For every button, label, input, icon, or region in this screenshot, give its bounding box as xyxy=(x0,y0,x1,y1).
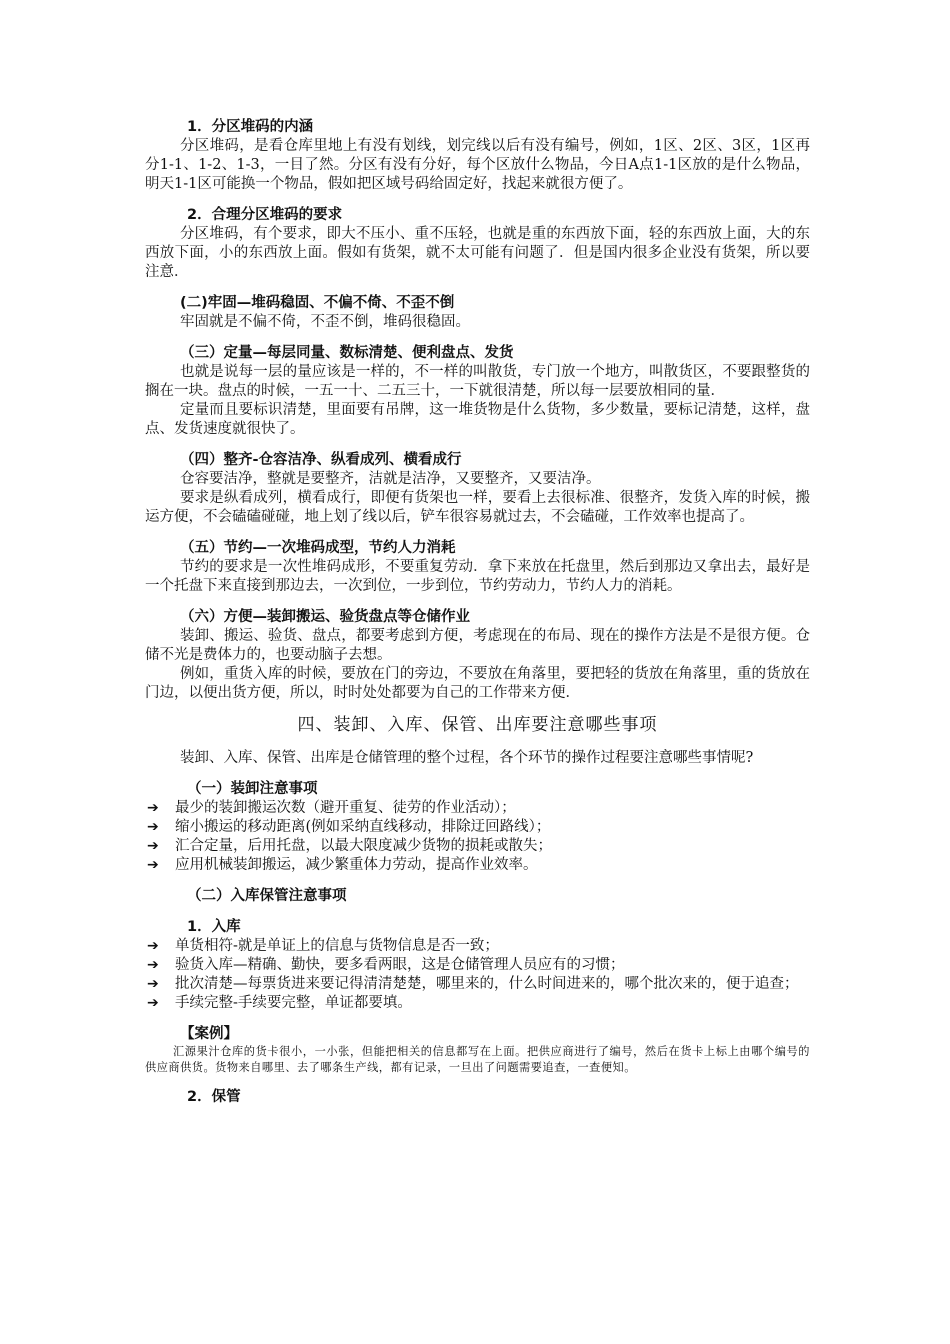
paragraph: 例如，重货入库的时候，要放在门的旁边，不要放在角落里，要把轻的货放在角落里，重的货放在门边，以便出货方便，所以，时时处处都要为自己的工作带来方便． xyxy=(145,666,810,701)
paragraph: 节约的要求是一次性堆码成形，不要重复劳动．拿下来放在托盘里，然后到那边又拿出去，最好是一个托盘下来直接到那边去，一次到位，一步到位，节约劳动力，节约人力的消耗。 xyxy=(145,559,810,594)
list-item xyxy=(145,937,810,956)
section-heading: （六）方便—装卸搬运、验货盘点等仓储作业 xyxy=(180,609,470,625)
list-item-text: 手续完整-手续要完整，单证都要填。 xyxy=(175,995,412,1011)
paragraph: 装卸、搬运、验货、盘点，都要考虑到方便，考虑现在的布局、现在的操作方法是不是很方便。仓储不光是费体力的，也要动脑子去想。 xyxy=(145,628,810,663)
list-item-text: 批次清楚—每票货进来要记得清清楚楚，哪里来的，什么时间进来的，哪个批次来的，便于追查； xyxy=(175,976,799,992)
section-heading: （二）入库保管注意事项 xyxy=(187,888,347,904)
arrow-right-icon: ➔ xyxy=(147,800,159,816)
case-body: 汇源果汁仓库的货卡很小，一小张，但能把相关的信息都写在上面。把供应商进行了编号，然后在货卡上标上由哪个编号的供应商供货。货物来自哪里、去了哪条生产线，都有记录，一旦出了问题需要追查，一查便知。 xyxy=(145,1045,810,1074)
paragraph: 分区堆码，是看仓库里地上有没有划线，划完线以后有没有编号，例如，1区、2区、3区，1区再分1-1、1-2、1-3，一目了然。分区有没有分好，每个区放什么物品，今日A点1-1区放的是什么物品，明天1-1区可能换一个物品，假如把区域号码给固定好，找起来就很方便了。 xyxy=(145,138,810,192)
paragraph: 也就是说每一层的量应该是一样的，不一样的叫散货，专门放一个地方，叫散货区，不要跟整货的搁在一块。盘点的时候，一五一十、二五三十，一下就很清楚，所以每一层要放相同的量． xyxy=(145,364,810,399)
list-item xyxy=(145,799,810,818)
paragraph: 定量而且要标识清楚，里面要有吊牌，这一堆货物是什么货物，多少数量，要标记清楚，这样，盘点、发货速度就很快了。 xyxy=(145,402,810,437)
document-page xyxy=(145,118,810,1107)
list-item-text: 应用机械装卸搬运，减少繁重体力劳动，提高作业效率。 xyxy=(175,857,538,873)
section-heading: (二)牢固—堆码稳固、不偏不倚、不歪不倒 xyxy=(180,295,455,311)
list-item xyxy=(145,975,810,994)
list-item-text: 缩小搬运的移动距离(例如采纳直线移动，排除迂回路线）； xyxy=(175,819,551,835)
section-heading: 1．分区堆码的内涵 xyxy=(187,119,314,135)
arrow-right-icon: ➔ xyxy=(147,857,159,873)
arrow-right-icon: ➔ xyxy=(147,819,159,835)
list-item xyxy=(145,818,810,837)
section-heading: （三）定量—每层同量、数标清楚、便利盘点、发货 xyxy=(180,345,514,361)
section-heading: （四）整齐-仓容洁净、纵看成列、横看成行 xyxy=(180,452,462,468)
list-item-text: 验货入库—精确、勤快，要多看两眼，这是仓储管理人员应有的习惯； xyxy=(175,957,625,973)
list-item-text: 汇合定量，后用托盘，以最大限度减少货物的损耗或散失； xyxy=(175,838,552,854)
list-item xyxy=(145,994,810,1013)
arrow-right-icon: ➔ xyxy=(147,957,159,973)
subsection-heading: 1．入库 xyxy=(187,919,241,935)
part-title: 四、装卸、入库、保管、出库要注意哪些事项 xyxy=(297,715,658,735)
arrow-right-icon: ➔ xyxy=(147,938,159,954)
paragraph: 分区堆码，有个要求，即大不压小、重不压轻，也就是重的东西放下面，轻的东西放上面，大的东西放下面，小的东西放上面。假如有货架，就不太可能有问题了．但是国内很多企业没有货架，所以要注意． xyxy=(145,226,810,280)
paragraph: 要求是纵看成列，横看成行，即便有货架也一样，要看上去很标准、很整齐，发货入库的时候，搬运方便，不会磕磕碰碰，地上划了线以后，铲车很容易就过去，不会磕碰，工作效率也提高了。 xyxy=(145,490,810,525)
section-heading: 2．合理分区堆码的要求 xyxy=(187,207,343,223)
section-heading: （五）节约—一次堆码成型，节约人力消耗 xyxy=(180,540,456,556)
list-item-text: 单货相符-就是单证上的信息与货物信息是否一致； xyxy=(175,938,499,954)
arrow-right-icon: ➔ xyxy=(147,838,159,854)
paragraph: 牢固就是不偏不倚，不歪不倒，堆码很稳固。 xyxy=(180,314,470,330)
section-heading: （一）装卸注意事项 xyxy=(187,781,318,797)
list-item xyxy=(145,837,810,856)
case-title: 【案例】 xyxy=(180,1026,238,1042)
list-item xyxy=(145,956,810,975)
subsection-heading: 2．保管 xyxy=(187,1089,241,1105)
arrow-right-icon: ➔ xyxy=(147,976,159,992)
paragraph: 仓容要洁净，整就是要整齐，洁就是洁净，又要整齐，又要洁净。 xyxy=(180,471,601,487)
paragraph: 装卸、入库、保管、出库是仓储管理的整个过程，各个环节的操作过程要注意哪些事情呢? xyxy=(180,750,754,766)
list-item-text: 最少的装卸搬运次数（避开重复、徒劳的作业活动）； xyxy=(175,800,516,816)
list-item xyxy=(145,856,810,875)
arrow-right-icon: ➔ xyxy=(147,995,159,1011)
